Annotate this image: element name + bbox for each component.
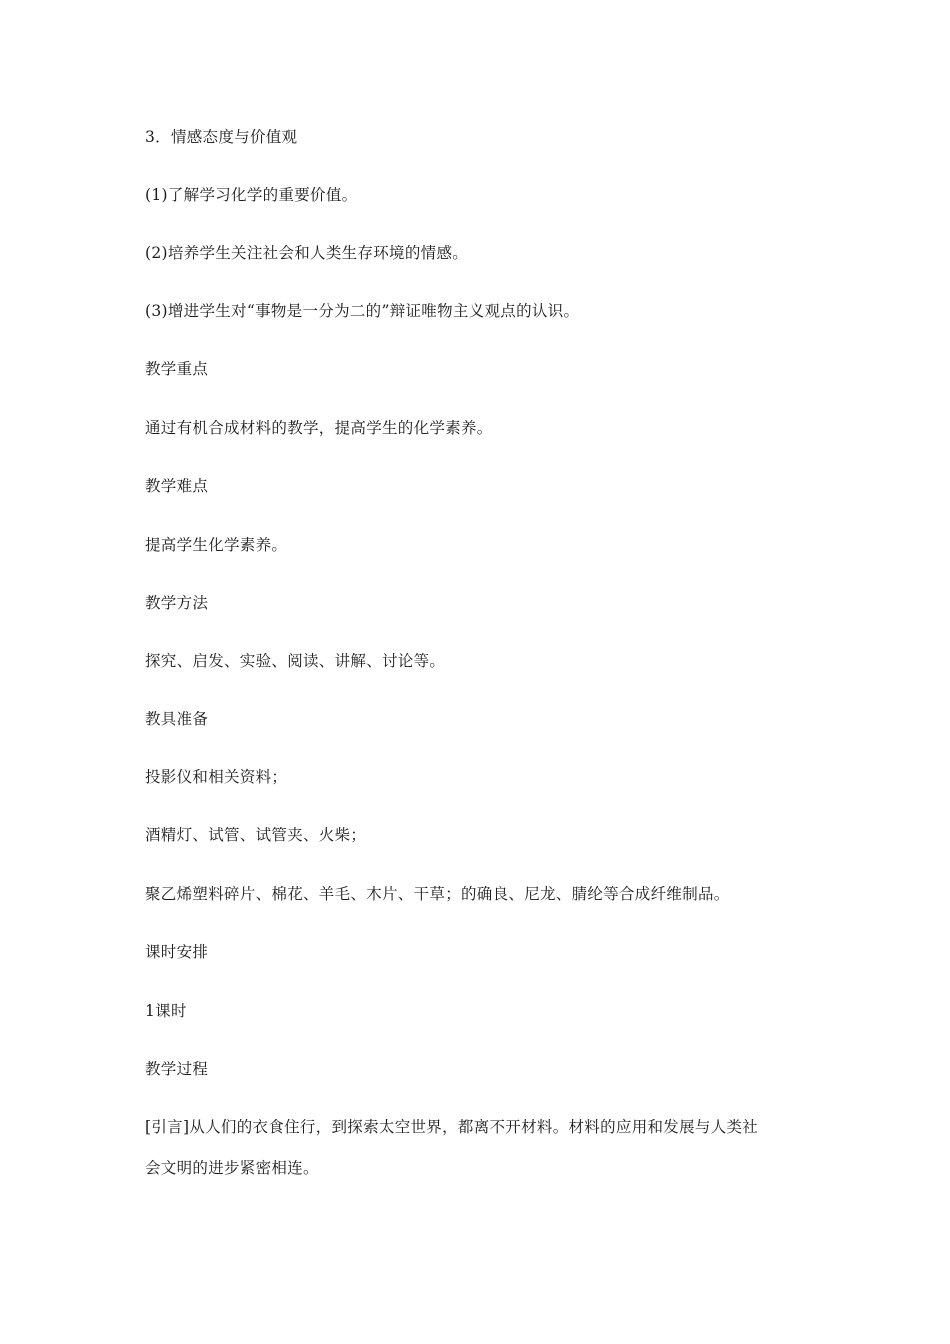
goal-item-1: (1)了解学习化学的重要价值。	[145, 186, 358, 204]
intro-paragraph-line-1: [引言]从人们的衣食住行，到探索太空世界，都离不开材料。材料的应用和发展与人类社	[145, 1118, 759, 1136]
intro-paragraph-line-2: 会文明的进步紧密相连。	[145, 1159, 319, 1177]
difficulties-text: 提高学生化学素养。	[145, 536, 288, 554]
schedule-text: 1课时	[145, 1002, 187, 1020]
section-heading-attitudes-values: 3．情感态度与价值观	[145, 128, 298, 146]
methods-heading: 教学方法	[145, 594, 209, 612]
methods-text: 探究、启发、实验、阅读、讲解、讨论等。	[145, 652, 446, 670]
tools-item-3: 聚乙烯塑料碎片、棉花、羊毛、木片、干草；的确良、尼龙、腈纶等合成纤维制品。	[145, 885, 730, 903]
key-points-heading: 教学重点	[145, 360, 209, 378]
schedule-heading: 课时安排	[145, 943, 209, 961]
tools-item-1: 投影仪和相关资料；	[145, 768, 288, 786]
process-heading: 教学过程	[145, 1060, 209, 1078]
goal-item-2: (2)培养学生关注社会和人类生存环境的情感。	[145, 244, 469, 262]
tools-item-2: 酒精灯、试管、试管夹、火柴；	[145, 826, 367, 844]
tools-heading: 教具准备	[145, 710, 209, 728]
difficulties-heading: 教学难点	[145, 477, 209, 495]
goal-item-3: (3)增进学生对“事物是一分为二的”辩证唯物主义观点的认识。	[145, 302, 580, 320]
key-points-text: 通过有机合成材料的教学，提高学生的化学素养。	[145, 419, 493, 437]
